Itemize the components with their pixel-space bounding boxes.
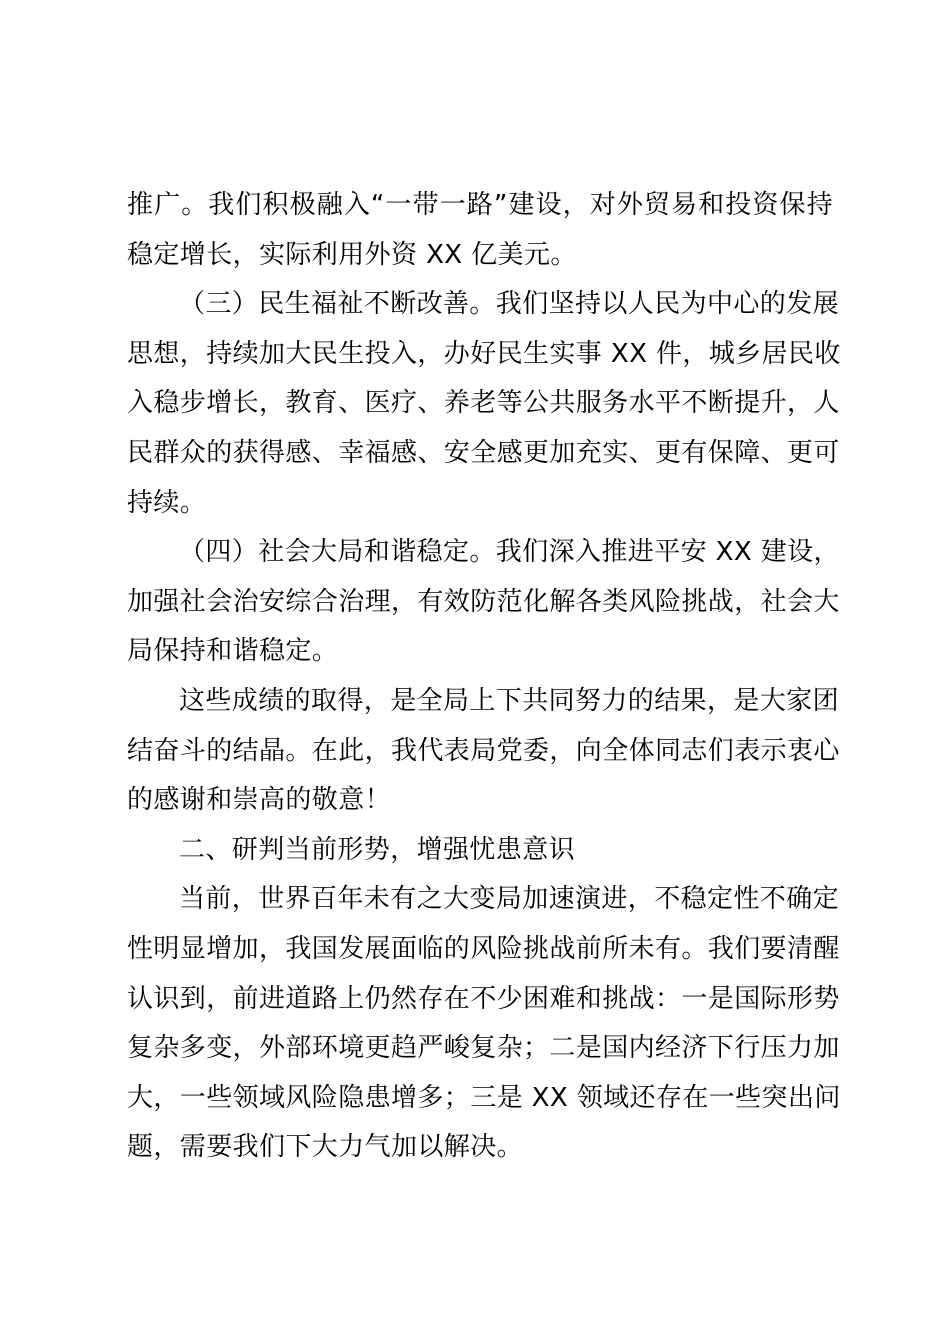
- text-line: 持续。: [127, 487, 207, 518]
- text-line: 题，需要我们下大力气加以解决。: [127, 1132, 524, 1163]
- section-three-line: （三）民生福祉不断改善。我们坚持以人民为中心的发展: [179, 289, 840, 320]
- text-line: 当前，世界百年未有之大变局加速演进，不稳定性不确定: [179, 884, 840, 915]
- section-four-line: （四）社会大局和谐稳定。我们深入推进平安 XX 建设，: [179, 537, 840, 568]
- text-line: 民群众的获得感、幸福感、安全感更加充实、更有保障、更可: [127, 437, 840, 468]
- document-body: [127, 181, 841, 1173]
- text-line: 稳定增长，实际利用外资 XX 亿美元。: [127, 239, 577, 270]
- text-line: 局保持和谐稳定。: [127, 636, 339, 667]
- text-line: 加强社会治安综合治理，有效防范化解各类风险挑战，社会大: [127, 586, 840, 617]
- text-line: 大，一些领域风险隐患增多；三是 XX 领域还存在一些突出问: [127, 1082, 841, 1113]
- text-line: 的感谢和崇高的敬意！: [127, 785, 392, 816]
- text-line: 这些成绩的取得，是全局上下共同努力的结果，是大家团: [179, 685, 840, 716]
- text-line: 性明显增加，我国发展面临的风险挑战前所未有。我们要清醒: [127, 933, 840, 964]
- text-line: 认识到，前进道路上仍然存在不少困难和挑战：一是国际形势: [127, 983, 840, 1014]
- text-line: 思想，持续加大民生投入，办好民生实事 XX 件，城乡居民收: [127, 338, 841, 369]
- text-line: 结奋斗的结晶。在此，我代表局党委，向全体同志们表示衷心: [127, 735, 840, 766]
- text-line: 复杂多变，外部环境更趋严峻复杂；二是国内经济下行压力加: [127, 1033, 840, 1064]
- text-line: 推广。我们积极融入“一带一路”建设，对外贸易和投资保持: [127, 190, 833, 220]
- text-line: 入稳步增长，教育、医疗、养老等公共服务水平不断提升，人: [127, 388, 840, 419]
- section-heading: 二、研判当前形势，增强忧患意识: [179, 834, 576, 865]
